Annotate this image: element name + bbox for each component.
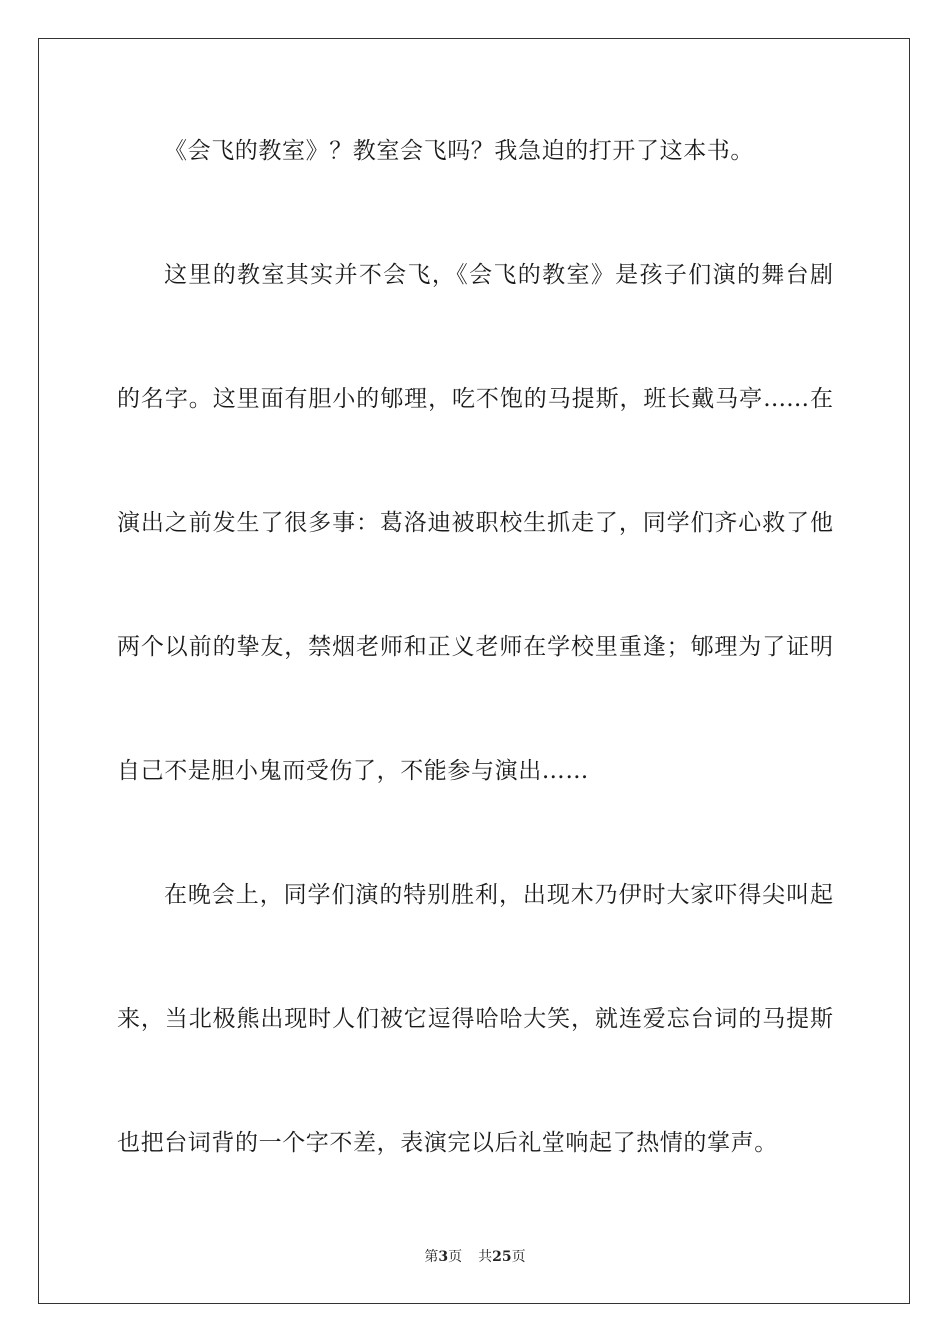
page-border [38,38,910,1304]
paragraph-3-line-2: 来，当北极熊出现时人们被它逗得哈哈大笑，就连爱忘台词的马提斯 [117,1006,833,1032]
page-footer [0,1248,950,1266]
paragraph-2-line-4: 两个以前的挚友，禁烟老师和正义老师在学校里重逢；郇理为了证明 [117,634,833,660]
paragraph-3-line-1: 在晚会上，同学们演的特别胜利，出现木乃伊时大家吓得尖叫起 [164,882,833,908]
total-prefix: 共 [478,1249,493,1265]
paragraph-2-line-1: 这里的教室其实并不会飞，《会飞的教室》是孩子们演的舞台剧 [164,262,833,288]
paragraph-2-line-5: 自己不是胆小鬼而受伤了，不能参与演出…… [117,758,589,784]
total-suffix: 页 [511,1249,526,1265]
page-suffix: 页 [448,1249,463,1265]
paragraph-3-line-3: 也把台词背的一个字不差，表演完以后礼堂响起了热情的掌声。 [117,1130,778,1156]
page-number: 3 [438,1249,449,1265]
total-pages: 25 [492,1249,512,1265]
paragraph-2-line-3: 演出之前发生了很多事：葛洛迪被职校生抓走了，同学们齐心救了他 [117,510,833,536]
paragraph-1-line-1: 《会飞的教室》？教室会飞吗？我急迫的打开了这本书。 [164,138,754,164]
page-prefix: 第 [424,1249,439,1265]
paragraph-2-line-2: 的名字。这里面有胆小的郇理，吃不饱的马提斯，班长戴马亭……在 [117,386,833,412]
